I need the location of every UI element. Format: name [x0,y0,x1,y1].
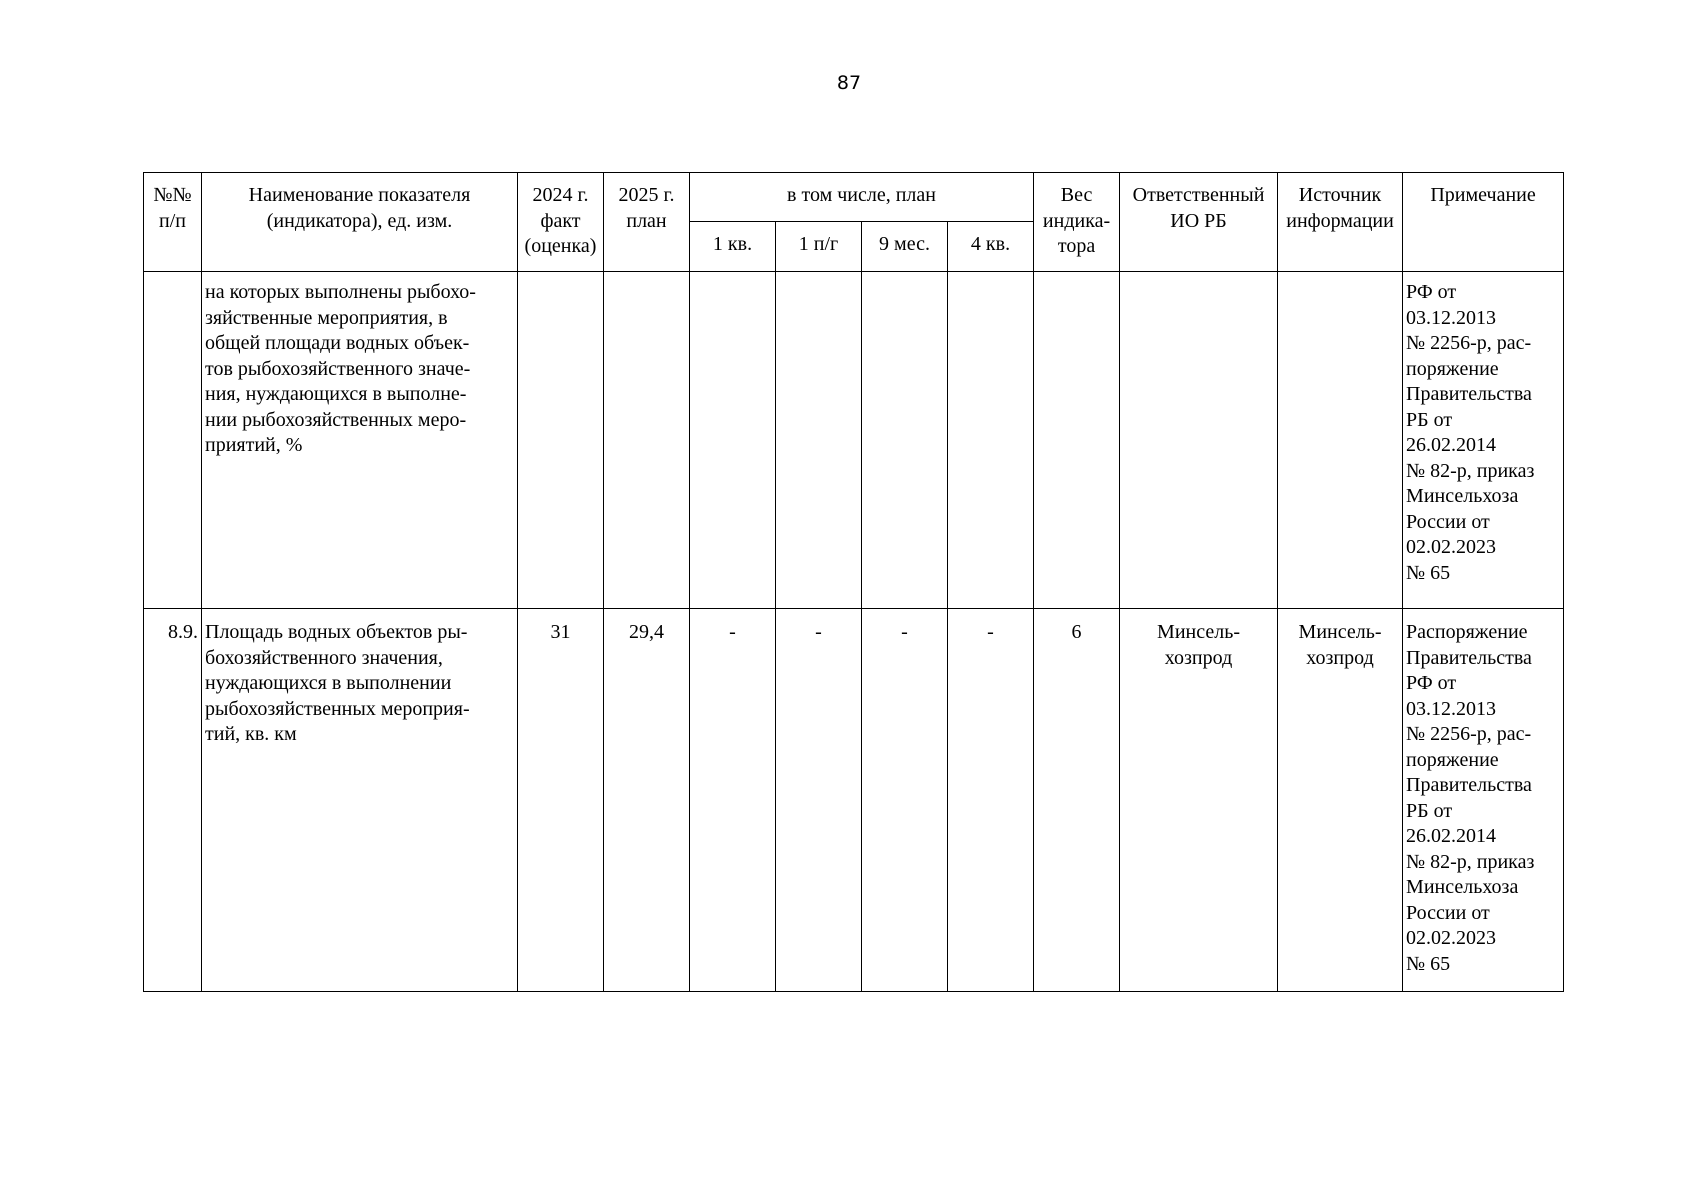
table-row [144,609,1564,992]
header-q4: 4 кв. [948,222,1034,272]
cell-name: на которых выполнены рыбохо- зяйственные мероприятия, в общей площади водных объек- тов рыбохозяйственного значе- ния, нуждающихся в выполне- нии рыбохозяйственных меро- приятий, % [202,272,518,609]
cell-h1: - [776,609,862,992]
header-name: Наименование показателя (индикатора), ед. изм. [202,173,518,272]
cell-plan-2025: 29,4 [604,609,690,992]
header-incl-plan: в том числе, план [690,173,1034,222]
cell-9m [862,272,948,609]
indicators-table [143,172,1564,992]
header-h1: 1 п/г [776,222,862,272]
header-9m: 9 мес. [862,222,948,272]
cell-source: Минсель- хозпрод [1278,609,1403,992]
cell-q1: - [690,609,776,992]
cell-note: РФ от 03.12.2013 № 2256-р, рас- поряжение Правительства РБ от 26.02.2014 № 82-р, приказ Минсельхоза России от 02.02.2023 № 65 [1403,272,1564,609]
cell-fact-2024: 31 [518,609,604,992]
cell-h1 [776,272,862,609]
cell-weight [1034,272,1120,609]
header-q1: 1 кв. [690,222,776,272]
header-num: №№ п/п [144,173,202,272]
cell-responsible [1120,272,1278,609]
header-fact-2024: 2024 г. факт (оценка) [518,173,604,272]
cell-q1 [690,272,776,609]
cell-q4: - [948,609,1034,992]
cell-q4 [948,272,1034,609]
cell-num: 8.9. [144,609,202,992]
cell-fact-2024 [518,272,604,609]
header-weight: Вес индика-тора [1034,173,1120,272]
header-source: Источник информации [1278,173,1403,272]
cell-9m: - [862,609,948,992]
cell-num [144,272,202,609]
cell-source [1278,272,1403,609]
header-plan-2025: 2025 г. план [604,173,690,272]
page-number: 87 [836,72,862,94]
table-row [144,272,1564,609]
cell-weight: 6 [1034,609,1120,992]
cell-note: Распоряжение Правительства РФ от 03.12.2013 № 2256-р, рас- поряжение Правительства РБ от 26.02.2014 № 82-р, приказ Минсельхоза России от 02.02.2023 № 65 [1403,609,1564,992]
header-note: Примечание [1403,173,1564,272]
cell-responsible: Минсель- хозпрод [1120,609,1278,992]
header-responsible: Ответственный ИО РБ [1120,173,1278,272]
cell-name: Площадь водных объектов ры- бохозяйственного значения, нуждающихся в выполнении рыбохозяйственных мероприя- тий, кв. км [202,609,518,992]
table-header-row [144,173,1564,222]
cell-plan-2025 [604,272,690,609]
